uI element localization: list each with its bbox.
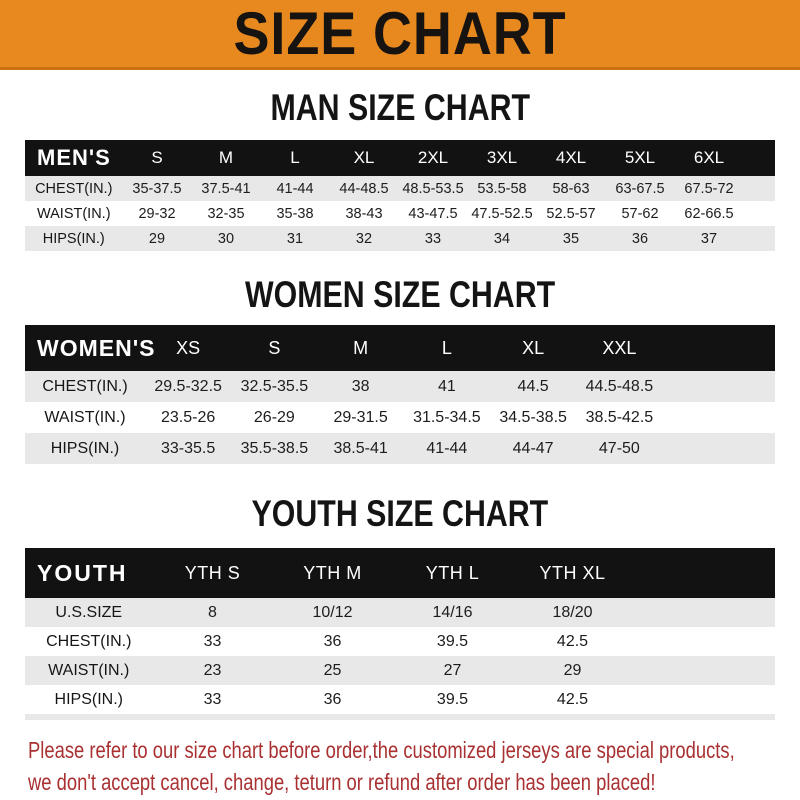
size-cell: 35-37.5 [123, 176, 192, 201]
size-cell: 44-47 [490, 433, 576, 464]
row-spacer [633, 656, 776, 685]
size-cell: 29 [123, 226, 192, 251]
size-cell: 62-66.5 [684, 205, 734, 222]
size-cell: 44.5 [490, 371, 576, 402]
column-header: YTH L [393, 548, 513, 598]
row-label: WAIST(IN.) [44, 408, 126, 426]
column-header: S [231, 325, 317, 371]
youth-section-heading [0, 492, 800, 536]
size-cell: 36 [323, 690, 342, 708]
size-cell: 32.5-35.5 [231, 371, 317, 402]
table-corner-label: MEN'S [25, 140, 123, 176]
size-cell: 47.5-52.5 [471, 205, 533, 222]
size-cell: 27 [393, 656, 513, 685]
table-corner-label: WOMEN'S [25, 325, 145, 371]
size-cell: 29-31.5 [333, 408, 388, 426]
column-header: XL [490, 325, 576, 371]
size-cell: 38.5-42.5 [585, 408, 654, 426]
disclaimer-line-1: Please refer to our size chart before order,the customized jerseys are special products, [28, 737, 735, 763]
disclaimer-note [0, 734, 800, 798]
size-cell: 33 [203, 690, 222, 708]
row-spacer [744, 201, 776, 226]
man-section-heading-text: MAN SIZE CHART [270, 87, 530, 128]
banner-title: SIZE CHART [233, 0, 567, 67]
row-label: WAIST(IN.) [25, 656, 153, 685]
row-spacer [744, 226, 776, 251]
size-cell: 34 [468, 226, 537, 251]
row-label: CHEST(IN.) [25, 176, 123, 201]
size-cell: 31.5-34.5 [413, 408, 481, 426]
size-cell: 36 [606, 226, 675, 251]
size-cell: 38 [318, 371, 404, 402]
size-cell: 53.5-58 [468, 176, 537, 201]
women-size-table [25, 325, 775, 464]
column-header: M [318, 325, 404, 371]
size-cell: 36 [323, 632, 342, 650]
size-cell: 31 [261, 226, 330, 251]
table-row [25, 226, 775, 251]
size-cell: 41-44 [261, 176, 330, 201]
size-cell: 18/20 [513, 598, 633, 627]
table-row [25, 402, 775, 433]
table-header-bar [25, 325, 775, 371]
size-cell: 42.5 [556, 632, 589, 650]
row-label: U.S.SIZE [25, 598, 153, 627]
women-section-heading-text: WOMEN SIZE CHART [244, 274, 556, 315]
table-row [25, 685, 775, 717]
size-cell: 8 [153, 598, 273, 627]
row-spacer [633, 685, 776, 717]
column-header: 2XL [399, 140, 468, 176]
size-cell: 52.5-57 [546, 205, 596, 222]
size-cell: 41 [404, 371, 490, 402]
size-cell: 57-62 [621, 205, 659, 222]
size-cell: 35.5-38.5 [231, 433, 317, 464]
row-label: CHEST(IN.) [46, 632, 132, 650]
table-row [25, 656, 775, 685]
banner [0, 0, 800, 70]
size-cell: 39.5 [436, 690, 469, 708]
size-cell: 23.5-26 [160, 408, 216, 426]
size-cell: 48.5-53.5 [399, 176, 468, 201]
size-cell: 42.5 [556, 690, 589, 708]
size-cell: 32 [330, 226, 399, 251]
header-spacer [633, 548, 776, 598]
column-header: M [192, 140, 261, 176]
size-cell: 41-44 [404, 433, 490, 464]
size-cell: 47-50 [576, 433, 662, 464]
row-spacer [663, 402, 776, 433]
size-cell: 58-63 [537, 176, 606, 201]
size-cell: 33 [203, 632, 222, 650]
size-cell: 30 [192, 226, 261, 251]
size-cell: 14/16 [393, 598, 513, 627]
size-cell: 10/12 [273, 598, 393, 627]
size-cell: 32-35 [207, 205, 245, 222]
size-cell: 37 [675, 226, 744, 251]
column-header: XXL [576, 325, 662, 371]
size-cell: 38.5-41 [318, 433, 404, 464]
size-cell: 29.5-32.5 [145, 371, 231, 402]
size-cell: 29-32 [138, 205, 176, 222]
header-spacer [663, 325, 776, 371]
table-row [25, 598, 775, 627]
column-header: 4XL [537, 140, 606, 176]
size-cell: 39.5 [436, 632, 469, 650]
size-cell: 63-67.5 [606, 176, 675, 201]
table-row [25, 627, 775, 656]
women-section-heading [0, 273, 800, 317]
column-header: S [123, 140, 192, 176]
column-header: XS [145, 325, 231, 371]
column-header: L [404, 325, 490, 371]
row-spacer [633, 627, 776, 656]
size-cell: 38-43 [345, 205, 383, 222]
table-row [25, 176, 775, 201]
size-cell: 29 [513, 656, 633, 685]
youth-section-heading-text: YOUTH SIZE CHART [251, 493, 549, 534]
column-header: 6XL [675, 140, 744, 176]
row-label: HIPS(IN.) [25, 433, 145, 464]
table-corner-label: YOUTH [25, 548, 153, 598]
size-cell: 25 [273, 656, 393, 685]
table-header-bar [25, 548, 775, 598]
table-row [25, 433, 775, 464]
column-header: L [261, 140, 330, 176]
size-cell: 34.5-38.5 [499, 408, 567, 426]
size-cell: 44-48.5 [330, 176, 399, 201]
size-cell: 35-38 [276, 205, 314, 222]
men-size-table [25, 140, 775, 251]
table-header-bar [25, 140, 775, 176]
row-label: HIPS(IN.) [25, 226, 123, 251]
size-cell: 26-29 [253, 408, 295, 426]
row-spacer [744, 176, 776, 201]
size-cell: 35 [537, 226, 606, 251]
table-row [25, 201, 775, 226]
size-cell: 33-35.5 [145, 433, 231, 464]
column-header: 3XL [468, 140, 537, 176]
column-header: 5XL [606, 140, 675, 176]
size-cell: 43-47.5 [408, 205, 458, 222]
row-label: WAIST(IN.) [36, 205, 111, 222]
column-header: YTH S [153, 548, 273, 598]
row-label: CHEST(IN.) [25, 371, 145, 402]
header-spacer [744, 140, 776, 176]
size-cell: 44.5-48.5 [576, 371, 662, 402]
size-cell: 33 [399, 226, 468, 251]
row-spacer [633, 598, 776, 627]
size-cell: 37.5-41 [192, 176, 261, 201]
man-section-heading [0, 86, 800, 130]
disclaimer-line-2: we don't accept cancel, change, teturn or refund after order has been placed! [28, 769, 656, 795]
column-header: YTH M [273, 548, 393, 598]
row-spacer [663, 371, 776, 402]
row-spacer [663, 433, 776, 464]
size-cell: 23 [153, 656, 273, 685]
size-cell: 67.5-72 [675, 176, 744, 201]
row-label: HIPS(IN.) [54, 690, 123, 708]
youth-size-table [25, 548, 775, 720]
column-header: XL [330, 140, 399, 176]
column-header: YTH XL [513, 548, 633, 598]
table-row [25, 371, 775, 402]
